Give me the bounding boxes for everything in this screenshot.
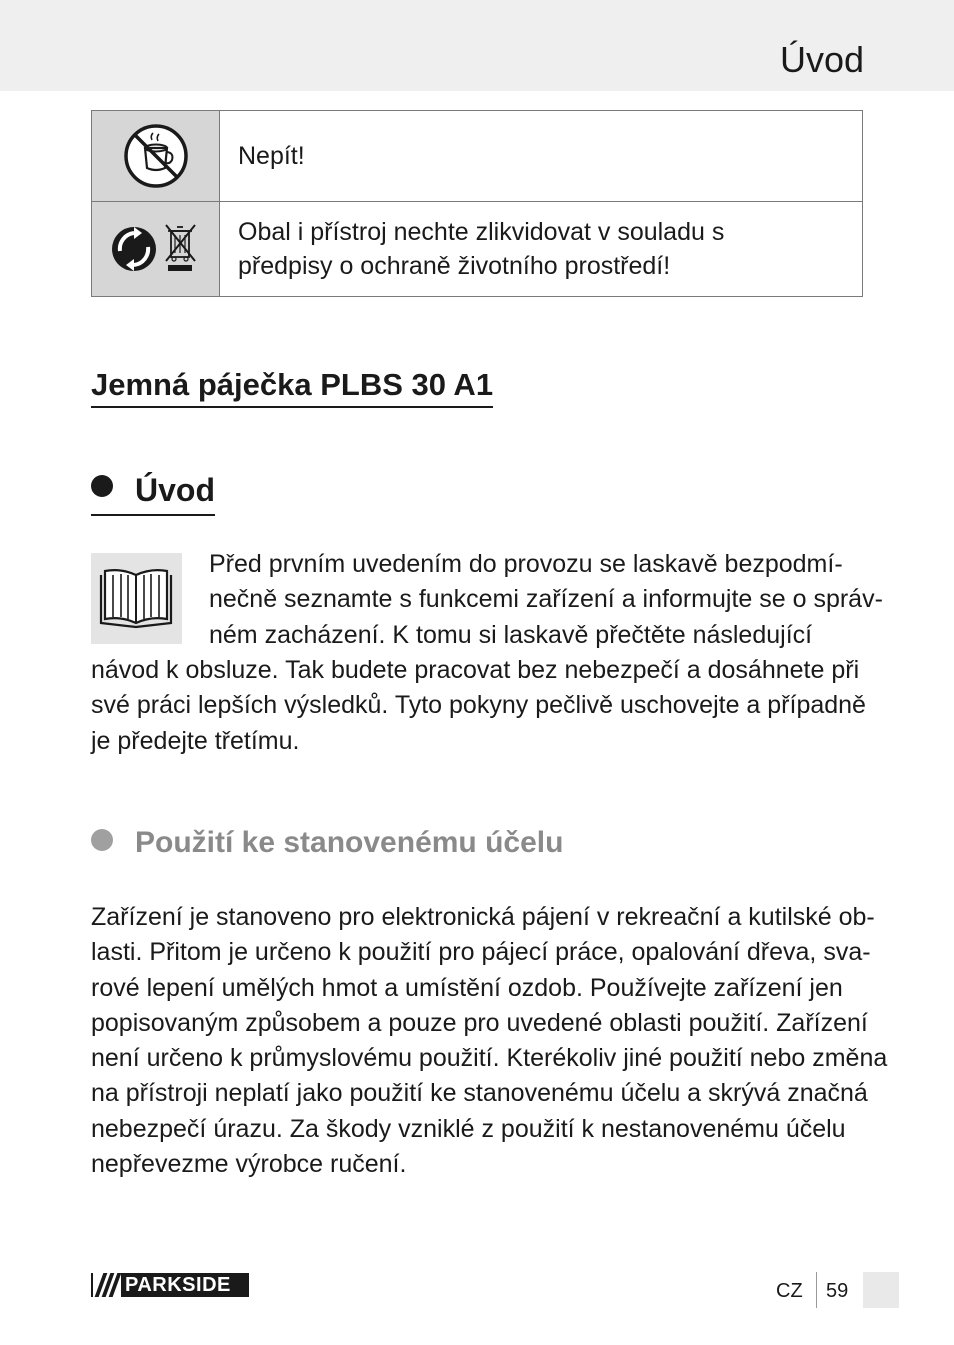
symbol-row [92, 202, 863, 297]
intro-paragraph-bottom [91, 653, 866, 759]
page-number: 59 [826, 1280, 849, 1302]
text-line: ném zacházení. K tomu si laskavě přečtěte následující [209, 620, 813, 649]
intended-use-paragraph [91, 900, 887, 1182]
symbol-text-line: předpisy o ochraně životního prostředí! [238, 252, 671, 280]
section-heading-text: Použití ke stanovenému účelu [135, 826, 564, 859]
footer-divider [816, 1272, 817, 1308]
brand-logo [91, 1273, 249, 1297]
text-line: nebezpečí úrazu. Za škody vzniklé z použití k nestanovenému účelu [91, 1114, 846, 1143]
section-heading-text: Úvod [135, 472, 215, 508]
text-line: nepřevezme výrobce ručení. [91, 1150, 407, 1179]
page-header-title: Úvod [779, 39, 864, 80]
manual-book-icon [91, 553, 182, 644]
page-tab-marker [863, 1272, 899, 1308]
product-title: Jemná páječka PLBS 30 A1 [91, 366, 493, 408]
text-line: lasti. Přitom je určeno k použití pro pájecí práce, opalování dřeva, sva- [91, 938, 871, 967]
text-line: není určeno k průmyslovému použití. Kterékoliv jiné použití nebo změna [91, 1044, 888, 1073]
symbol-description [220, 111, 863, 202]
text-line: Zařízení je stanoveno pro elektronická pájení v rekreační a kutilské ob- [91, 903, 875, 931]
text-line: návod k obsluze. Tak budete pracovat bez nebezpečí a dosáhnete při [91, 656, 860, 684]
section-heading-intro [91, 470, 215, 516]
symbol-row [92, 111, 863, 202]
page-language: CZ [776, 1280, 803, 1302]
symbol-description [220, 202, 863, 297]
text-line: nečně seznamte s funkcemi zařízení a informujte se o správ- [209, 585, 883, 614]
text-line: rové lepení umělých hmot a umístění ozdob. Používejte zařízení jen [91, 973, 843, 1002]
manual-book-box [91, 553, 182, 644]
text-line: Před prvním uvedením do provozu se laskavě bezpodmí- [209, 550, 843, 578]
symbol-text-line: Obal i přístroj nechte zlikvidovat v souladu s [238, 218, 725, 246]
brand-name: PARKSIDE [125, 1274, 231, 1296]
no-drinking-icon [122, 122, 190, 190]
symbol-table [91, 110, 863, 297]
text-line: je předejte třetímu. [91, 726, 300, 755]
text-line: na přístroji neplatí jako použití ke stanovenému účelu a skrývá značná [91, 1079, 868, 1108]
symbol-text-line: Nepít! [238, 142, 305, 170]
bullet-icon [91, 829, 113, 851]
symbol-cell [92, 111, 220, 202]
symbol-cell [92, 202, 220, 297]
bullet-icon [91, 475, 113, 497]
text-line: popisovaným způsobem a pouze pro uvedené oblasti použití. Zařízení [91, 1008, 868, 1037]
logo-stripes-icon [93, 1273, 121, 1297]
intro-paragraph-top [209, 547, 883, 653]
section-heading-intended-use [91, 823, 563, 867]
recycling-disposal-icon [111, 221, 201, 277]
text-line: své práci lepších výsledků. Tyto pokyny pečlivě uschovejte a případně [91, 691, 866, 720]
